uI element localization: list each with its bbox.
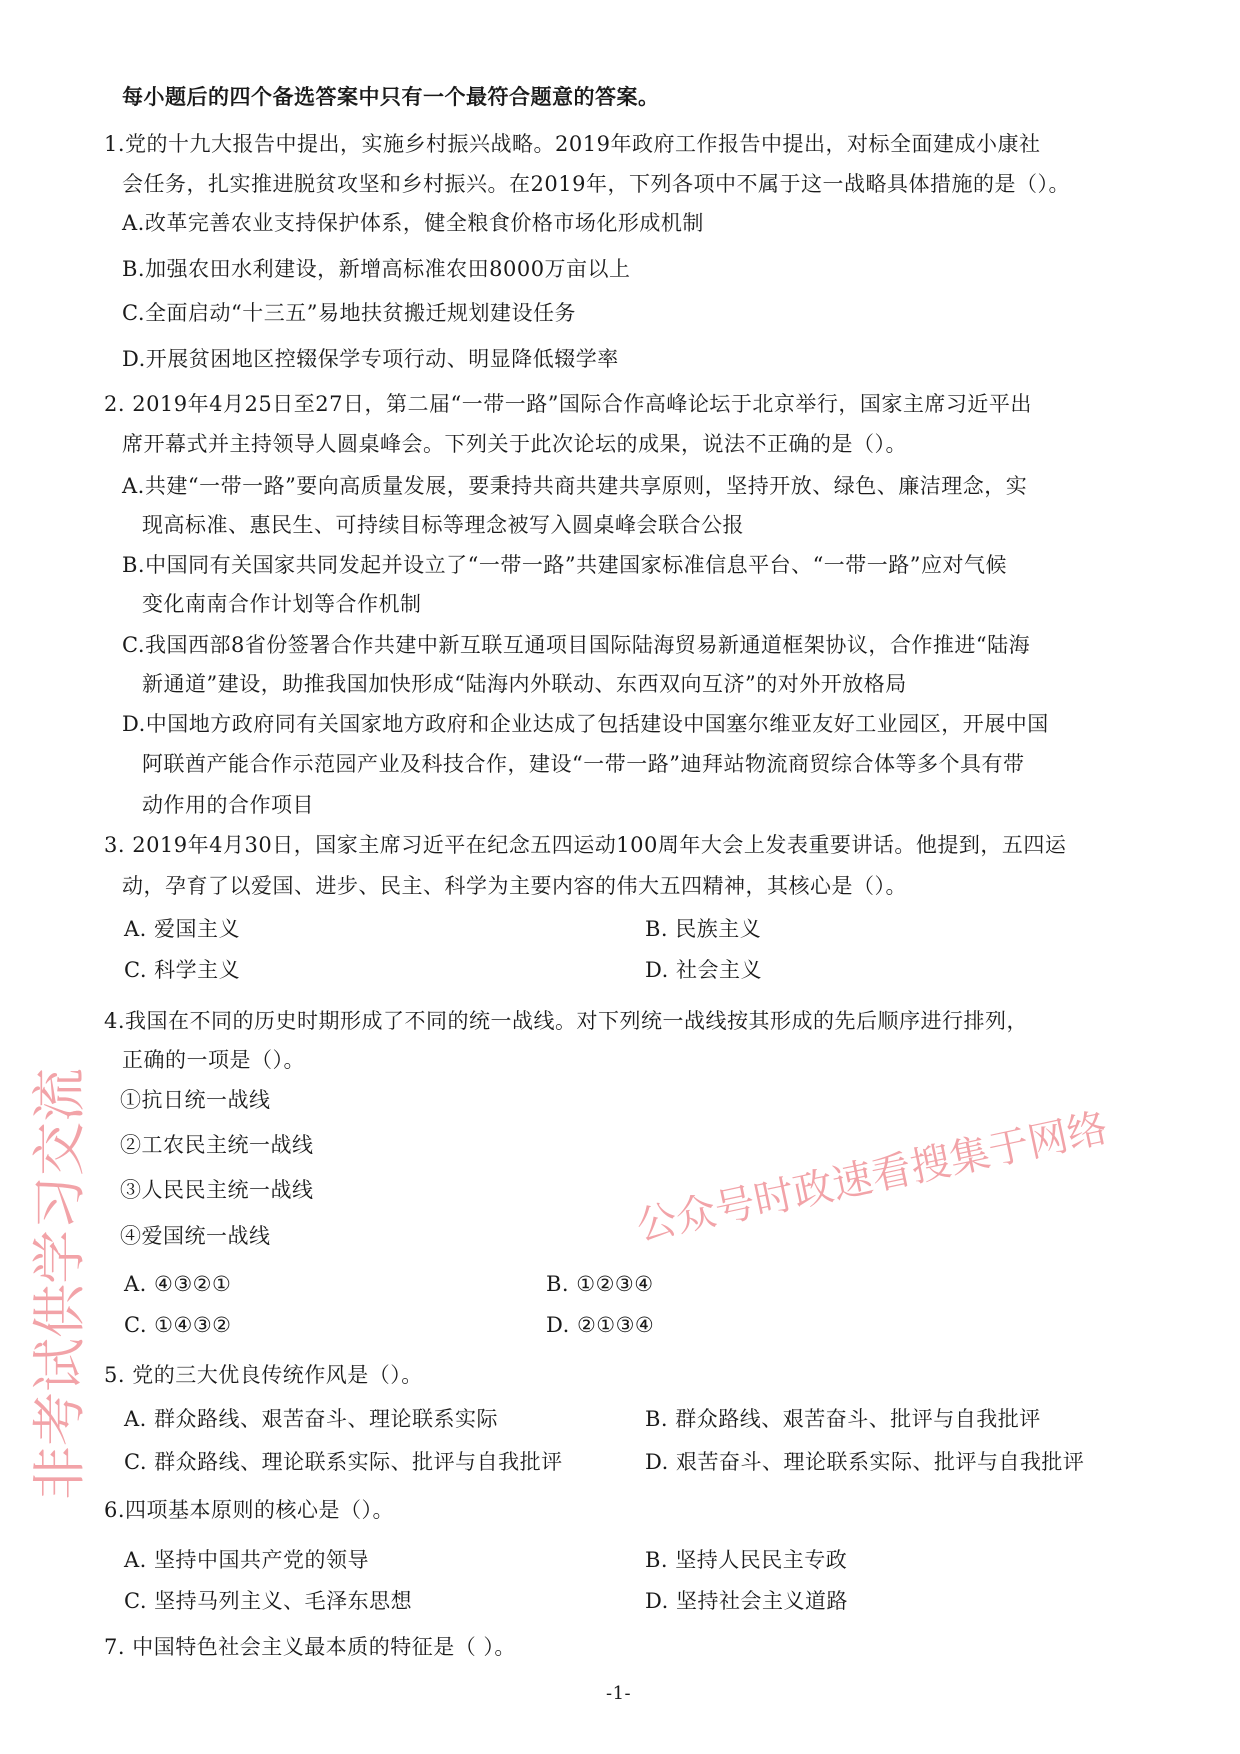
- q3-stem: 3. 2019年4月30日，国家主席习近平在纪念五四运动100周年大会上发表重要讲话。他提到，五四运: [104, 833, 1067, 857]
- q4-option-a: A. ④③②①: [124, 1272, 232, 1296]
- q1-option-b: B.加强农田水利建设，新增高标准农田8000万亩以上: [122, 257, 631, 281]
- q2-stem-cont: 席开幕式并主持领导人圆桌峰会。下列关于此次论坛的成果，说法不正确的是（）。: [122, 432, 907, 456]
- q4-item-3: ③人民民主统一战线: [120, 1178, 314, 1202]
- q2-option-b-cont: 变化南南合作计划等合作机制: [142, 592, 422, 616]
- page-number: -1-: [606, 1683, 632, 1704]
- q2-option-a: A.共建“一带一路”要向高质量发展，要秉持共商共建共享原则，坚持开放、绿色、廉洁理念，实: [122, 474, 1028, 498]
- watermark-text-left: 非考试供学习交流: [28, 1068, 91, 1500]
- q3-option-d: D. 社会主义: [645, 958, 762, 982]
- q5-option-a: A. 群众路线、艰苦奋斗、理论联系实际: [124, 1407, 499, 1431]
- q5-stem: 5. 党的三大优良传统作风是（）。: [104, 1363, 423, 1387]
- q4-item-1: ①抗日统一战线: [120, 1088, 271, 1112]
- q4-item-2: ②工农民主统一战线: [120, 1133, 314, 1157]
- q2-option-d-cont: 阿联酋产能合作示范园产业及科技合作，建设“一带一路”迪拜站物流商贸综合体等多个具有带: [142, 752, 1025, 776]
- q2-stem: 2. 2019年4月25日至27日，第二届“一带一路”国际合作高峰论坛于北京举行，国家主席习近平出: [104, 392, 1032, 416]
- q2-option-d-cont2: 动作用的合作项目: [142, 793, 314, 817]
- q6-option-d: D. 坚持社会主义道路: [645, 1589, 848, 1613]
- q1-option-c: C.全面启动“十三五”易地扶贫搬迁规划建设任务: [122, 301, 576, 325]
- q2-option-c: C.我国西部8省份签署合作共建中新互联互通项目国际陆海贸易新通道框架协议，合作推进“陆海: [122, 633, 1031, 657]
- q1-stem-cont: 会任务，扎实推进脱贫攻坚和乡村振兴。在2019年，下列各项中不属于这一战略具体措施的是（）。: [122, 172, 1070, 196]
- q2-option-b: B.中国同有关国家共同发起并设立了“一带一路”共建国家标准信息平台、“一带一路”应对气候: [122, 553, 1008, 577]
- q1-stem: 1.党的十九大报告中提出，实施乡村振兴战略。2019年政府工作报告中提出，对标全面建成小康社: [104, 132, 1041, 156]
- q7-stem: 7. 中国特色社会主义最本质的特征是（ ）。: [104, 1635, 516, 1659]
- q3-option-c: C. 科学主义: [124, 958, 241, 982]
- q2-option-d: D.中国地方政府同有关国家地方政府和企业达成了包括建设中国塞尔维亚友好工业园区，开展中国: [122, 712, 1049, 736]
- q2-option-c-cont: 新通道”建设，助推我国加快形成“陆海内外联动、东西双向互济”的对外开放格局: [142, 672, 907, 696]
- q5-option-b: B. 群众路线、艰苦奋斗、批评与自我批评: [645, 1407, 1041, 1431]
- q2-option-a-cont: 现高标准、惠民生、可持续目标等理念被写入圆桌峰会联合公报: [142, 513, 744, 537]
- q3-stem-cont: 动，孕育了以爱国、进步、民主、科学为主要内容的伟大五四精神，其核心是（）。: [122, 874, 907, 898]
- q4-option-d: D. ②①③④: [546, 1313, 655, 1337]
- q4-item-4: ④爱国统一战线: [120, 1224, 271, 1248]
- q4-stem: 4.我国在不同的历史时期形成了不同的统一战线。对下列统一战线按其形成的先后顺序进行排列，: [104, 1009, 1029, 1033]
- q5-option-c: C. 群众路线、理论联系实际、批评与自我批评: [124, 1450, 563, 1474]
- q6-option-c: C. 坚持马列主义、毛泽东思想: [124, 1589, 413, 1613]
- watermark-text-right: 公众号时政速看搜集于网络: [632, 1104, 1112, 1250]
- q3-option-b: B. 民族主义: [645, 917, 762, 941]
- q4-option-b: B. ①②③④: [546, 1272, 654, 1296]
- q6-option-a: A. 坚持中国共产党的领导: [124, 1548, 370, 1572]
- q5-option-d: D. 艰苦奋斗、理论联系实际、批评与自我批评: [645, 1450, 1085, 1474]
- q1-option-a: A.改革完善农业支持保护体系，健全粮食价格市场化形成机制: [122, 211, 704, 235]
- q6-stem: 6.四项基本原则的核心是（）。: [104, 1498, 395, 1522]
- q6-option-b: B. 坚持人民民主专政: [645, 1548, 848, 1572]
- q4-stem-cont: 正确的一项是（）。: [122, 1048, 305, 1072]
- q3-option-a: A. 爱国主义: [124, 917, 241, 941]
- q4-option-c: C. ①④③②: [124, 1313, 232, 1337]
- q1-option-d: D.开展贫困地区控辍保学专项行动、明显降低辍学率: [122, 347, 619, 371]
- instruction: 每小题后的四个备选答案中只有一个最符合题意的答案。: [122, 85, 660, 109]
